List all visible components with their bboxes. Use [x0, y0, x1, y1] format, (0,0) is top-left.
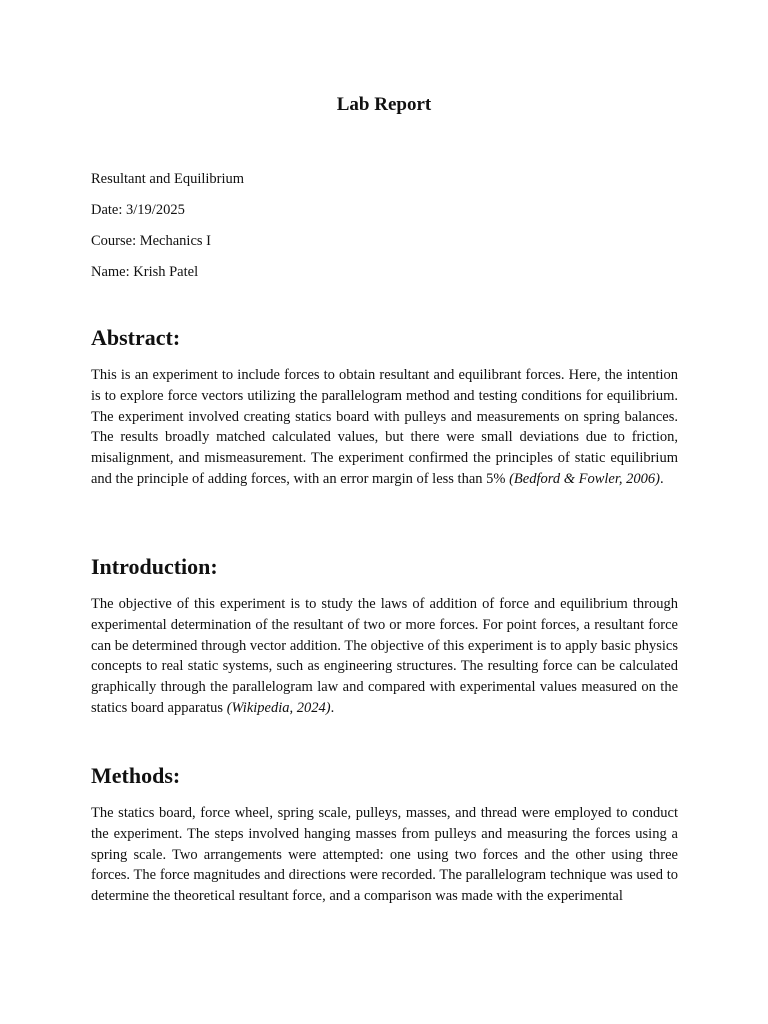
introduction-paragraph: [91, 594, 678, 719]
document-title: Lab Report: [336, 94, 432, 115]
abstract-period: .: [659, 470, 664, 487]
abstract-heading: Abstract:: [91, 325, 181, 350]
report-date: Date: 3/19/2025: [91, 202, 185, 218]
methods-heading: Methods:: [91, 763, 181, 788]
report-course: Course: Mechanics I: [91, 233, 211, 249]
report-subtitle: Resultant and Equilibrium: [91, 171, 245, 187]
methods-text: The statics board, force wheel, spring scale, pulleys, masses, and thread were employed to conduct the experiment. The steps involved hanging masses from pulleys and measuring the forces using a spring scale. Two arrangements were attempted: one using two forces and the other using three forces. The force magnitudes and directions were recorded. The parallelogram technique was used to determine the theoretical resultant force, and a comparison was made with the experimental: [91, 805, 678, 905]
introduction-citation: (Wikipedia, 2024): [226, 699, 331, 716]
introduction-period: .: [330, 699, 335, 716]
abstract-paragraph: [91, 365, 678, 490]
introduction-heading: Introduction:: [91, 554, 218, 579]
report-author: Name: Krish Patel: [91, 264, 199, 280]
abstract-citation: (Bedford & Fowler, 2006): [509, 470, 660, 487]
introduction-text: The objective of this experiment is to study the laws of addition of force and equilibrium through experimental determination of the resultant of two or more forces. For point forces, a resultant force can be determined through vector addition. The objective of this experiment is to apply basic physics concepts to real static systems, such as engineering structures. The resulting force can be calculated graphically through the parallelogram law and compared with experimental values measured on the statics board apparatus: [91, 596, 678, 716]
methods-paragraph: [91, 803, 678, 907]
abstract-text: This is an experiment to include forces to obtain resultant and equilibrant forces. Here, the intention is to explore force vectors utilizing the parallelogram method and testing conditions for equilibrium. The experiment involved creating statics board with pulleys and measurements on spring balances. The results broadly matched calculated values, but there were small deviations due to friction, misalignment, and mismeasurement. The experiment confirmed the principles of static equilibrium and the principle of adding forces, with an error margin of less than 5%: [91, 367, 678, 487]
